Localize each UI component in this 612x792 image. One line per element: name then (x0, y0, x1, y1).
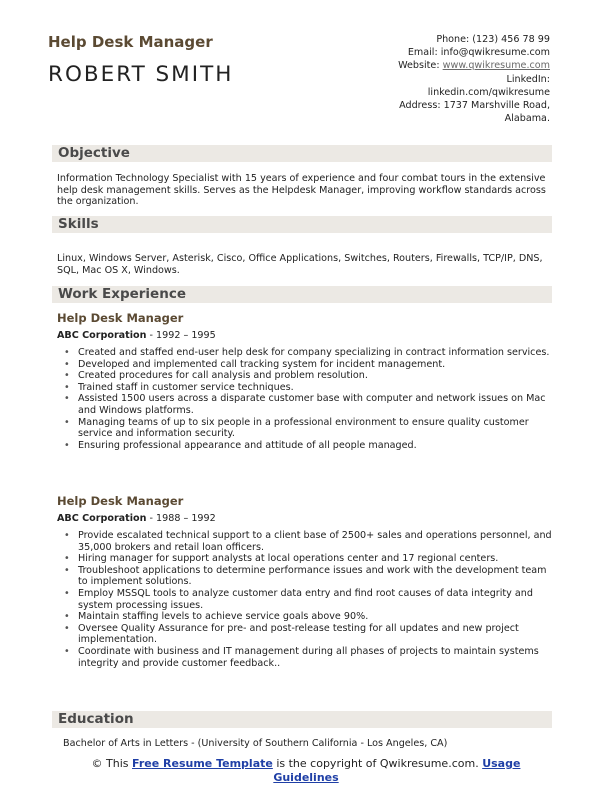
contact-website (290, 59, 550, 72)
contact-linkedin-value: linkedin.com/qwikresume (427, 86, 550, 98)
objective-section-header (52, 145, 552, 162)
list-item: • Trained staff in customer service techniques. (78, 382, 554, 394)
contact-address-line2: Alabama. (504, 113, 550, 125)
list-item: • Created procedures for call analysis and problem resolution. (78, 370, 554, 382)
contact-linkedin-label: LinkedIn: (506, 73, 550, 85)
job-2-role: Help Desk Manager (57, 494, 184, 508)
contact-block (290, 33, 550, 125)
education-section-header (52, 711, 552, 728)
job-2-company: ABC Corporation (57, 513, 147, 524)
job-1-bullet-list (78, 347, 554, 451)
education-heading: Education (58, 711, 134, 727)
usage-guidelines-link-part2[interactable]: Guidelines (273, 770, 339, 784)
job-1-company-line (57, 330, 216, 341)
experience-section-header (52, 286, 552, 303)
list-item: • Managing teams of up to six people in a professional environment to ensure quality customer service and information security. (78, 417, 554, 440)
footer-middle: is the copyright of Qwikresume.com. (272, 757, 483, 770)
copyright-footer (0, 757, 612, 784)
footer-prefix: © This (91, 757, 133, 770)
job-1-company: ABC Corporation (57, 330, 147, 341)
job-title: Help Desk Manager (48, 33, 213, 51)
list-item: • Provide escalated technical support to a client base of 2500+ sales and operations personnel, and 35,000 brokers and retail loan officers. (78, 530, 554, 553)
skills-text: Linux, Windows Server, Asterisk, Cisco, Office Applications, Switches, Routers, Firewalls, TCP/IP, DNS, SQL, Mac OS X, Windows. (57, 253, 543, 276)
experience-heading: Work Experience (58, 286, 186, 302)
contact-email: Email: info@qwikresume.com (407, 47, 550, 59)
education-degree: Bachelor of Arts in Letters - (University of Southern California - Los Angeles, CA) (63, 738, 448, 749)
job-2-company-line (57, 513, 216, 524)
job-1-role: Help Desk Manager (57, 311, 184, 325)
free-resume-template-link[interactable]: Free Resume Template (132, 757, 273, 770)
list-item: • Assisted 1500 users across a disparate customer base with computer and network issues on Mac and Windows platforms. (78, 393, 554, 416)
website-label: Website: (398, 60, 443, 72)
contact-phone: Phone: (123) 456 78 99 (436, 34, 550, 45)
list-item: • Troubleshoot applications to determine performance issues and work with the development team to implement solutions. (78, 565, 554, 588)
list-item: • Developed and implemented call tracking system for incident management. (78, 359, 554, 371)
list-item: • Created and staffed end-user help desk for company specializing in contract information services. (78, 347, 554, 359)
candidate-name: ROBERT SMITH (48, 62, 234, 87)
usage-guidelines-link-part1[interactable]: Usage (482, 757, 521, 770)
list-item: • Oversee Quality Assurance for pre- and post-release testing for all updates and new project implementation. (78, 623, 554, 646)
objective-text: Information Technology Specialist with 15 years of experience and four combat tours in the extensive help desk management skills. Serves as the Helpdesk Manager, improving workflow standards across the organization. (57, 173, 546, 208)
website-link[interactable]: www.qwikresume.com (442, 60, 550, 72)
list-item: • Coordinate with business and IT management during all phases of projects to maintain systems integrity and provide customer feedback.. (78, 646, 554, 669)
skills-section-header (52, 216, 552, 233)
list-item: • Hiring manager for support analysts at local operations center and 17 regional centers. (78, 553, 554, 565)
list-item: • Ensuring professional appearance and attitude of all people managed. (78, 440, 554, 452)
job-2-bullet-list (78, 530, 554, 669)
list-item: • Maintain staffing levels to achieve service goals above 90%. (78, 611, 554, 623)
job-2-dates: - 1988 – 1992 (146, 513, 216, 524)
objective-heading: Objective (58, 145, 130, 161)
skills-heading: Skills (58, 216, 99, 232)
contact-address-line1: Address: 1737 Marshville Road, (399, 100, 550, 112)
job-1-dates: - 1992 – 1995 (146, 330, 216, 341)
list-item: • Employ MSSQL tools to analyze customer data entry and find root causes of data integrity and system processing issues. (78, 588, 554, 611)
